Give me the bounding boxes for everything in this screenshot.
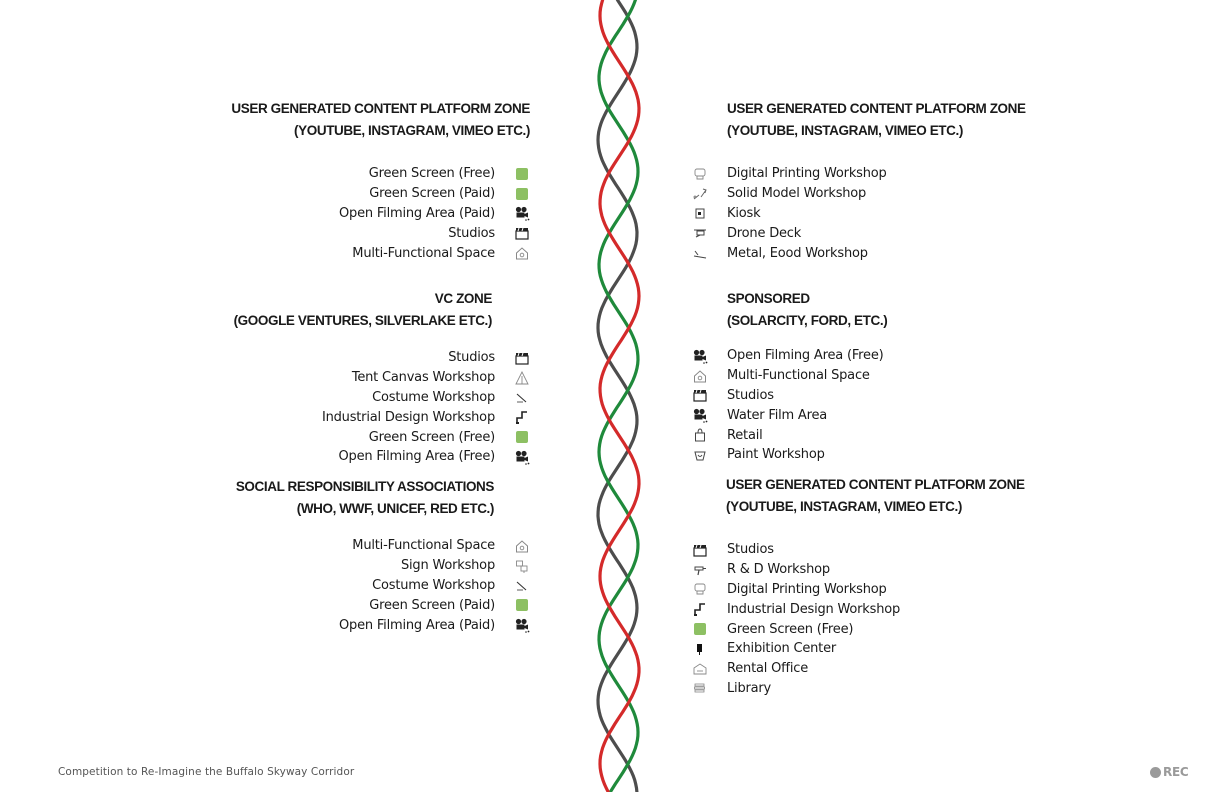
legend-item bbox=[236, 556, 530, 576]
legend-item bbox=[692, 639, 1025, 659]
legend-item bbox=[236, 576, 530, 596]
legend-item bbox=[692, 164, 1026, 184]
zone-subtitle: (SOLARCITY, FORD, ETC.) bbox=[727, 313, 888, 328]
item-list bbox=[692, 164, 1026, 263]
legend-item bbox=[234, 427, 530, 447]
legend-item bbox=[692, 405, 887, 425]
legend-item-label: Metal, Eood Workshop bbox=[727, 245, 868, 261]
item-list bbox=[692, 346, 887, 465]
bag-icon bbox=[692, 427, 708, 443]
gray-strand bbox=[598, 0, 637, 792]
zone-vc bbox=[234, 288, 530, 467]
legend-item bbox=[692, 679, 1025, 699]
legend-item bbox=[236, 615, 530, 635]
green-square-icon bbox=[516, 188, 528, 200]
green-square-icon bbox=[516, 599, 528, 611]
zone-subtitle: (YOUTUBE, INSTAGRAM, VIMEO ETC.) bbox=[727, 123, 963, 138]
legend-item-label: Digital Printing Workshop bbox=[727, 581, 887, 597]
film-camera-icon bbox=[514, 617, 530, 633]
kiosk-icon bbox=[692, 205, 708, 221]
legend-item bbox=[236, 595, 530, 615]
legend-item-label: Digital Printing Workshop bbox=[727, 166, 887, 182]
zone-title: USER GENERATED CONTENT PLATFORM ZONE bbox=[231, 101, 530, 116]
legend-item bbox=[692, 599, 1025, 619]
logo-dot-icon bbox=[1150, 767, 1161, 778]
legend-item-label: Open Filming Area (Free) bbox=[338, 449, 495, 465]
legend-item-label: Open Filming Area (Paid) bbox=[339, 205, 495, 221]
zone-sponsored bbox=[692, 288, 887, 465]
green-square-icon bbox=[692, 621, 708, 637]
zone-ugc-right-1 bbox=[692, 98, 1026, 263]
printer-icon bbox=[692, 581, 708, 597]
zone-ugc-right-2 bbox=[692, 474, 1025, 698]
clapperboard-icon bbox=[692, 542, 708, 558]
legend-item bbox=[231, 243, 530, 263]
green-square-icon bbox=[514, 429, 530, 445]
legend-item-label: Studios bbox=[727, 387, 774, 403]
legend-item-label: Green Screen (Free) bbox=[368, 429, 495, 445]
legend-item bbox=[234, 368, 530, 388]
legend-item-label: Studios bbox=[448, 350, 495, 366]
rec-logo bbox=[1150, 765, 1188, 779]
legend-item bbox=[234, 388, 530, 408]
legend-item bbox=[231, 184, 530, 204]
legend-item-label: Industrial Design Workshop bbox=[727, 601, 901, 617]
legend-item-label: Open Filming Area (Paid) bbox=[339, 617, 495, 633]
zone-social-responsibility bbox=[236, 476, 530, 635]
legend-item bbox=[692, 243, 1026, 263]
legend-item bbox=[692, 184, 1026, 204]
legend-item bbox=[236, 536, 530, 556]
clapperboard-icon bbox=[514, 350, 530, 366]
legend-item bbox=[692, 659, 1025, 679]
legend-item bbox=[692, 366, 887, 386]
legend-item bbox=[692, 386, 887, 406]
legend-item bbox=[692, 445, 887, 465]
tent-icon bbox=[514, 370, 530, 386]
zone-ugc-left-1 bbox=[231, 98, 530, 263]
zone-subtitle: (WHO, WWF, UNICEF, RED ETC.) bbox=[296, 501, 494, 516]
legend-item-label: Studios bbox=[448, 225, 495, 241]
zone-subtitle: (YOUTUBE, INSTAGRAM, VIMEO ETC.) bbox=[294, 123, 530, 138]
legend-item bbox=[234, 407, 530, 427]
footer-caption: Competition to Re-Imagine the Buffalo Skyway Corridor bbox=[58, 766, 355, 778]
needle-icon bbox=[514, 389, 530, 405]
legend-item bbox=[231, 223, 530, 243]
legend-item-label: Studios bbox=[727, 542, 774, 558]
legend-item bbox=[692, 204, 1026, 224]
legend-item-label: Rental Office bbox=[727, 661, 809, 677]
legend-item-label: Green Screen (Free) bbox=[727, 621, 854, 637]
legend-item bbox=[692, 223, 1026, 243]
legend-item bbox=[234, 348, 530, 368]
legend-item-label: Open Filming Area (Free) bbox=[727, 348, 884, 364]
house-icon bbox=[514, 245, 530, 261]
green-square-icon bbox=[516, 431, 528, 443]
office-icon bbox=[692, 661, 708, 677]
film-camera-icon bbox=[514, 205, 530, 221]
film-camera-icon bbox=[692, 348, 708, 364]
zone-title: USER GENERATED CONTENT PLATFORM ZONE bbox=[726, 477, 1025, 492]
legend-item-label: Multi-Functional Space bbox=[352, 538, 495, 554]
zone-title: SOCIAL RESPONSIBILITY ASSOCIATIONS bbox=[235, 479, 494, 494]
design-tool-icon bbox=[514, 409, 530, 425]
needle-icon bbox=[514, 577, 530, 593]
legend-item-label: Sign Workshop bbox=[400, 558, 495, 574]
green-square-icon bbox=[514, 186, 530, 202]
legend-item bbox=[692, 346, 887, 366]
paint-icon bbox=[692, 447, 708, 463]
legend-item-label: Green Screen (Free) bbox=[368, 166, 495, 182]
zone-subtitle: (GOOGLE VENTURES, SILVERLAKE ETC.) bbox=[233, 313, 492, 328]
green-square-icon bbox=[694, 623, 706, 635]
drill-icon bbox=[692, 562, 708, 578]
zone-subtitle: (YOUTUBE, INSTAGRAM, VIMEO ETC.) bbox=[726, 499, 962, 514]
zone-title: SPONSORED bbox=[727, 291, 810, 306]
legend-item bbox=[692, 560, 1025, 580]
design-tool-icon bbox=[692, 601, 708, 617]
legend-item-label: Exhibition Center bbox=[727, 641, 837, 657]
legend-item bbox=[692, 425, 887, 445]
saw-icon bbox=[692, 245, 708, 261]
legend-item-label: Library bbox=[727, 680, 772, 696]
legend-item bbox=[692, 619, 1025, 639]
legend-item-label: Costume Workshop bbox=[372, 389, 495, 405]
legend-item-label: Multi-Functional Space bbox=[352, 245, 495, 261]
item-list bbox=[692, 540, 1025, 698]
film-camera-icon bbox=[692, 407, 708, 423]
legend-item bbox=[231, 204, 530, 224]
item-list bbox=[236, 536, 530, 635]
legend-item-label: Costume Workshop bbox=[372, 577, 495, 593]
legend-item-label: Solid Model Workshop bbox=[727, 186, 867, 202]
house-icon bbox=[514, 538, 530, 554]
braided-corridor-diagram bbox=[590, 0, 650, 792]
zone-title: USER GENERATED CONTENT PLATFORM ZONE bbox=[727, 101, 1026, 116]
drone-icon bbox=[692, 225, 708, 241]
green-square-icon bbox=[516, 168, 528, 180]
house-icon bbox=[692, 368, 708, 384]
legend-item-label: Paint Workshop bbox=[727, 447, 825, 463]
logo-text: REC bbox=[1163, 765, 1189, 779]
green-square-icon bbox=[514, 166, 530, 182]
green-square-icon bbox=[514, 597, 530, 613]
legend-item-label: Water Film Area bbox=[727, 407, 828, 423]
tools-icon bbox=[692, 186, 708, 202]
legend-item bbox=[234, 447, 530, 467]
item-list bbox=[234, 348, 530, 467]
books-icon bbox=[692, 680, 708, 696]
item-list bbox=[231, 164, 530, 263]
legend-item-label: Kiosk bbox=[727, 205, 761, 221]
legend-item-label: Multi-Functional Space bbox=[727, 368, 870, 384]
legend-item-label: R & D Workshop bbox=[727, 562, 830, 578]
legend-item bbox=[231, 164, 530, 184]
film-camera-icon bbox=[514, 449, 530, 465]
clapperboard-icon bbox=[692, 387, 708, 403]
legend-item bbox=[692, 580, 1025, 600]
sign-icon bbox=[514, 558, 530, 574]
legend-item-label: Industrial Design Workshop bbox=[321, 409, 495, 425]
clapperboard-icon bbox=[514, 225, 530, 241]
legend-item-label: Green Screen (Paid) bbox=[369, 186, 495, 202]
zone-title: VC ZONE bbox=[434, 291, 492, 306]
legend-item-label: Tent Canvas Workshop bbox=[351, 370, 495, 386]
legend-item bbox=[692, 540, 1025, 560]
legend-item-label: Retail bbox=[727, 427, 763, 443]
legend-item-label: Green Screen (Paid) bbox=[369, 597, 495, 613]
legend-item-label: Drone Deck bbox=[727, 225, 802, 241]
printer-icon bbox=[692, 166, 708, 182]
exhibit-icon bbox=[692, 641, 708, 657]
